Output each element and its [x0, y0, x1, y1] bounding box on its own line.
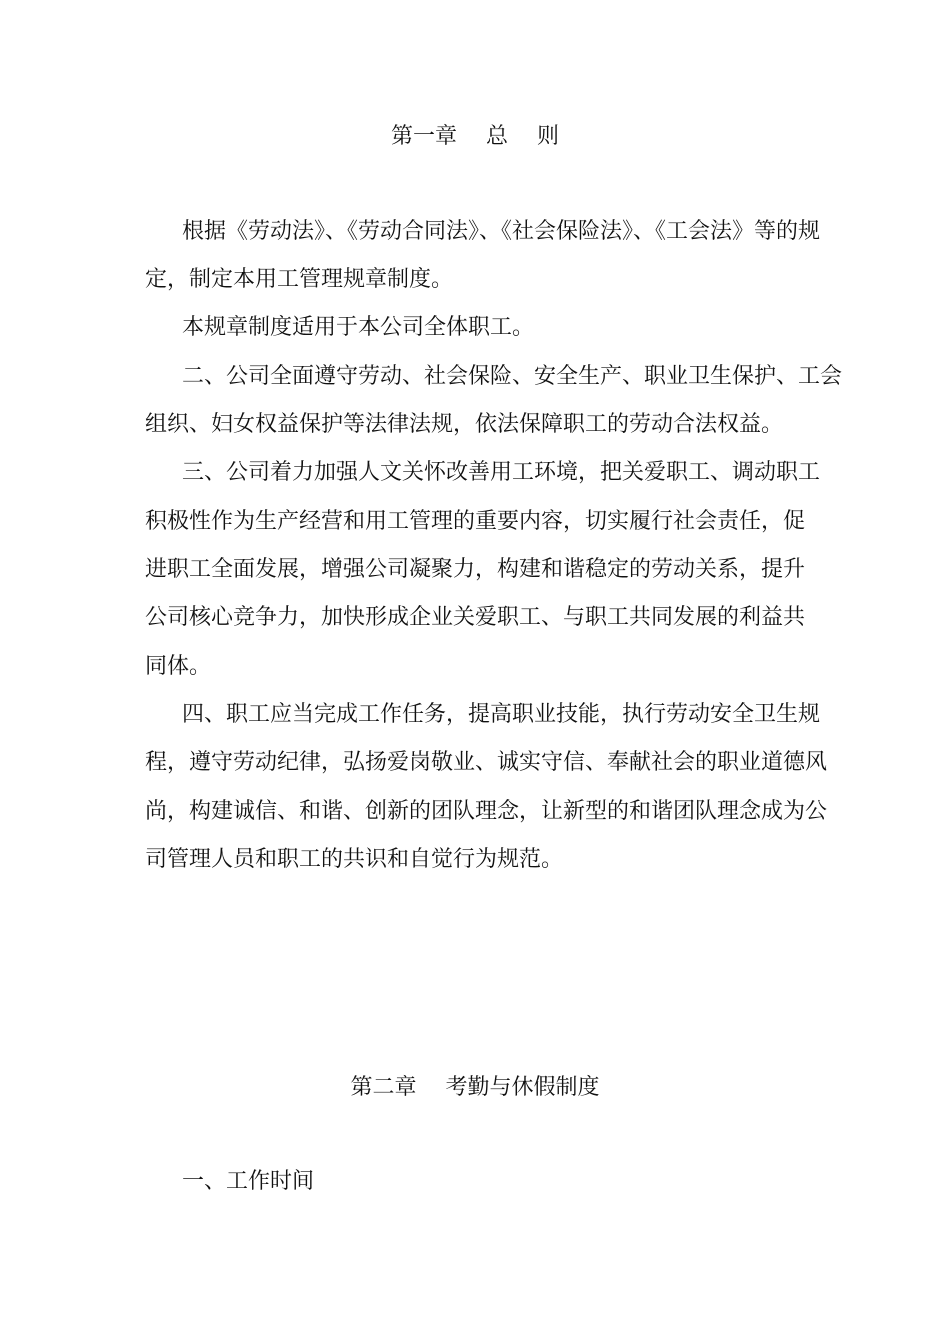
paragraph-line: 三、公司着力加强人文关怀改善用工环境，把关爱职工、调动职工 — [182, 460, 821, 485]
paragraph-line: 本规章制度适用于本公司全体职工。 — [182, 315, 535, 340]
paragraph-line: 根据《劳动法》、《劳动合同法》、《社会保险法》、《工会法》等的规 — [182, 219, 821, 244]
paragraph-line: 尚，构建诚信、和谐、创新的团队理念，让新型的和谐团队理念成为公 — [145, 799, 828, 824]
paragraph-line: 进职工全面发展，增强公司凝聚力，构建和谐稳定的劳动关系，提升 — [145, 557, 806, 582]
section-heading: 一、工作时间 — [182, 1169, 315, 1194]
chapter-1-title: 第一章 总 则 — [391, 124, 559, 149]
paragraph-line: 四、职工应当完成工作任务，提高职业技能，执行劳动安全卫生规 — [182, 702, 821, 727]
paragraph-line: 司管理人员和职工的共识和自觉行为规范。 — [145, 847, 564, 872]
paragraph-line: 同体。 — [145, 654, 212, 679]
paragraph-line: 二、公司全面遵守劳动、社会保险、安全生产、职业卫生保护、工会 — [182, 364, 843, 389]
paragraph-line: 组织、妇女权益保护等法律法规，依法保障职工的劳动合法权益。 — [145, 412, 784, 437]
chapter-2-title: 第二章 考勤与休假制度 — [350, 1075, 600, 1100]
paragraph-line: 定，制定本用工管理规章制度。 — [145, 267, 454, 292]
paragraph-line: 积极性作为生产经营和用工管理的重要内容，切实履行社会责任，促 — [145, 509, 806, 534]
paragraph-line: 程，遵守劳动纪律，弘扬爱岗敬业、诚实守信、奉献社会的职业道德风 — [145, 750, 828, 775]
paragraph-line: 公司核心竞争力，加快形成企业关爱职工、与职工共同发展的利益共 — [145, 605, 806, 630]
